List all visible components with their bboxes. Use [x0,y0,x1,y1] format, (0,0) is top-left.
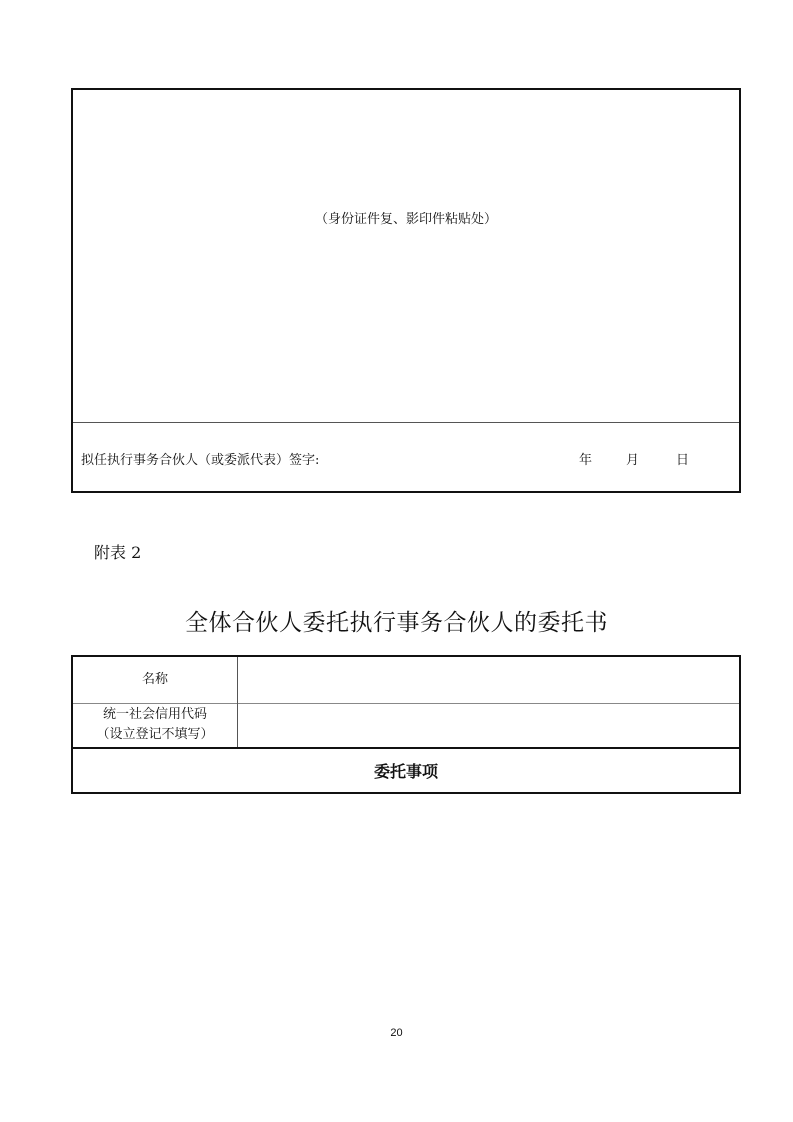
signature-row [73,422,739,491]
id-copy-section [71,88,741,493]
appendix-label: 附表 2 [94,543,142,562]
name-value-field[interactable] [238,657,739,703]
credit-code-label: 统一社会信用代码 [102,707,207,722]
document-title: 全体合伙人委托执行事务合伙人的委托书 [185,610,608,636]
name-label-cell [73,657,238,703]
paste-note: （身份证件复、影印件粘贴处） [314,212,497,227]
credit-code-label-cell [73,703,238,747]
name-row [73,657,739,704]
entrusted-matters-header: 委托事项 [373,762,438,781]
date-year-label: 年 [579,453,593,468]
date-month-label: 月 [626,453,640,468]
name-label: 名称 [141,672,168,687]
date-day-label: 日 [676,453,690,468]
page-number: 20 [390,1027,403,1039]
credit-code-row [73,703,739,749]
credit-code-value-field[interactable] [238,703,739,747]
credit-code-note: （设立登记不填写） [96,727,214,742]
entrust-table [71,655,741,794]
signature-label: 拟任执行事务合伙人（或委派代表）签字: [81,453,320,468]
id-copy-paste-area [73,90,739,423]
